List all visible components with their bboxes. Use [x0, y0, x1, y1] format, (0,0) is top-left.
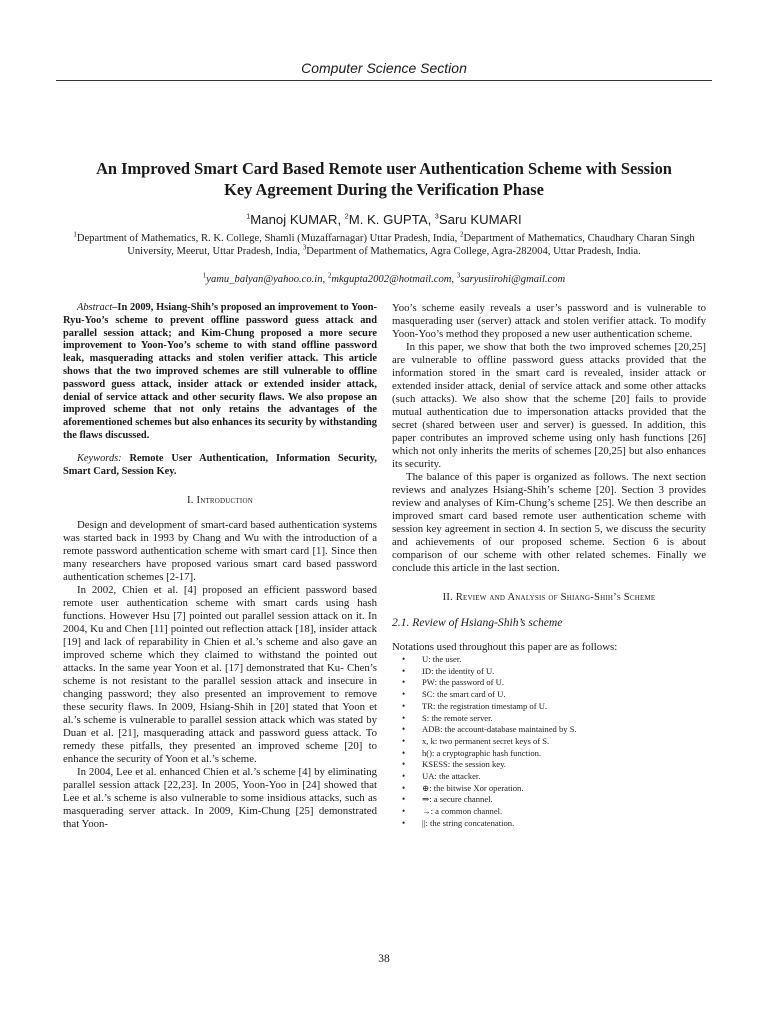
notation-item: • UA: the attacker.: [422, 771, 706, 783]
author-list: [56, 211, 712, 229]
right-paragraph-2: In this paper, we show that both the two improved schemes [20,25] are vulnerable to offline password guess attacks provided that the information stored in the smart card is revealed, insider attack or extended insider attack, denial of service attack and some other attacks (such attacks). We also show that the scheme [20] fails to provide mutual authentication due to impersonation attacks provided that the secret (shared between user and server) is guessed. In addition, this paper contributes an improved scheme using only hash functions [26] which not only inherits the merits of schemes [20,25] but also enhances its security.: [392, 341, 706, 470]
intro-paragraph-1: Design and development of smart-card based authentication systems was started back in 1993 by Chang and Wu with the introduction of a remote password authentication scheme with smart card [1]. Since then many researchers have proposed various smart card based password authentication schemes [2-17].: [63, 519, 377, 584]
notation-item: • SC: the smart card of U.: [422, 689, 706, 701]
running-header: Computer Science Section: [56, 56, 712, 81]
notation-item: • x, k: two permanent secret keys of S.: [422, 736, 706, 748]
affil-3-sup: 3: [302, 243, 307, 252]
paper-title: [56, 158, 712, 200]
affil-3: Department of Mathematics, Agra College, Agra-282004, Uttar Pradesh, India.: [306, 246, 641, 258]
email-1-sup: 1: [202, 271, 207, 280]
author-3: Saru KUMARI: [438, 212, 522, 227]
intro-paragraph-3: In 2004, Lee et al. enhanced Chien et al.’s scheme [4] by eliminating parallel session attack [22,23]. In 2005, Yoon-Yoo in [24] showed that Lee et al.’s scheme is also vulnerable to some insidious attacks, such as masquerading server attack. In 2009, Kim-Chung [25] demonstrated that Yoon-: [63, 766, 377, 831]
page-number: 38: [378, 953, 390, 965]
notation-item: • ⇒: a secure channel.: [422, 794, 706, 806]
abstract-text: –In 2009, Hsiang-Shih’s proposed an improvement to Yoon-Ryu-Yoo’s scheme to prevent offline password guess attack and parallel session attack; and Kim-Chung proposed a more secure improvement to Yoon-Yoo’s scheme to with stand offline password leak, masquerading attacks and stolen verifier attack. This article shows that the two improved schemes are still vulnerable to offline password guess attack, insider attack or extended insider attack, denial of service attack and other security flaws. We also propose an improved scheme that not only retains the advantages of the aforementioned schemes but also enhances its security by withstanding the flaws discussed.: [63, 302, 377, 441]
email-3[interactable]: saryusiirohi@gmail.com: [460, 274, 566, 285]
email-1[interactable]: yamu_balyan@yahoo.co.in,: [206, 274, 328, 285]
section-1-number: I.: [187, 495, 197, 507]
notation-item: • ADB: the account-database maintained by S.: [422, 724, 706, 736]
notation-item: • TR: the registration timestamp of U.: [422, 701, 706, 713]
email-2-sup: 2: [327, 271, 332, 280]
abstract: [63, 302, 377, 443]
affil-2-sup: 2: [459, 230, 464, 239]
right-column: [392, 302, 706, 830]
author-2-sup: 2: [344, 213, 349, 221]
notation-item: • PW: the password of U.: [422, 677, 706, 689]
section-1-heading: [63, 494, 377, 507]
affiliations: [56, 232, 712, 259]
author-emails: [56, 273, 712, 287]
author-2: M. K. GUPTA,: [348, 212, 435, 227]
notation-item: • KSESS: the session key.: [422, 759, 706, 771]
subsection-2-1-heading: 2.1. Review of Hsiang-Shih’s scheme: [392, 616, 563, 629]
author-3-sup: 3: [434, 213, 439, 221]
author-1: Manoj KUMAR,: [250, 212, 345, 227]
right-paragraph-3: The balance of this paper is organized as follows. The next section reviews and analyzes Hsiang-Shih’s scheme [20]. Section 3 provides review and analyses of Kim-Chung’s scheme [25]. We then describe an improved smart card based remote user authentication scheme with session key agreement in section 4. In section 5, we discuss the security and achievements of our proposed scheme. Section 6 is about comparison of our scheme with other related schemes. Finally we conclude this article in the last section.: [392, 471, 706, 574]
author-1-sup: 1: [246, 213, 251, 221]
keywords-label: Keywords:: [77, 452, 122, 464]
title-line-1: An Improved Smart Card Based Remote user Authentication Scheme with Session: [96, 159, 672, 178]
abstract-label: Abstract: [77, 302, 113, 313]
notations-intro: Notations used throughout this paper are as follows:: [392, 641, 618, 653]
affil-2: Department of Mathematics, Chaudhary Charan Singh University, Meerut, Uttar Pradesh, India,: [127, 233, 695, 258]
notation-item: • S: the remote server.: [422, 713, 706, 725]
email-3-sup: 3: [456, 271, 461, 280]
intro-paragraph-2: In 2002, Chien et al. [4] proposed an efficient password based remote user authentication scheme with smart cards using hash functions. However Hsu [7] pointed out parallel session attack on it. In 2004, Ku and Chen [11] pointed out reflection attack [18], insider attack [19] and lack of reparability in Chien et al.’s scheme and also gave an improved scheme which they claimed to withstand the pointed out attacks. In the same year Yoon et al. [17] demonstrated that Ku- Chen’s scheme is not resistant to the parallel session attack and insecure in changing password; they also presented an improvement to remove these security flaws. In 2009, Hsiang-Shih in [20] stated that Yoon et al.’s scheme is vulnerable to parallel session attack which was stated by Duan et al. [21], masquerading attack and password guess attack. To remedy these pitfalls, they presented an improved scheme [20] to enhance the security of Yoon et al.’s scheme.: [63, 584, 377, 766]
keywords-text: Remote User Authentication, Information Security, Smart Card, Session Key.: [63, 452, 377, 477]
notation-item: • ||: the string concatenation.: [422, 818, 706, 830]
section-2-title: Review and Analysis of Shiang-Shih’s Scheme: [455, 592, 656, 603]
section-2-number: II.: [442, 592, 456, 603]
affil-1-sup: 1: [73, 230, 77, 239]
notation-item: • h(): a cryptographic hash function.: [422, 748, 706, 760]
affil-1: Department of Mathematics, R. K. College, Shamli (Muzaffarnagar) Uttar Pradesh, India,: [76, 233, 460, 244]
right-paragraph-1: Yoo’s scheme easily reveals a user’s password and is vulnerable to masquerading user (server) attack and stolen verifier attack. To modify Yoon-Yoo’s method they proposed a new user authentication scheme.: [392, 302, 706, 340]
section-1-title: Introduction: [196, 495, 253, 507]
email-2[interactable]: mkgupta2002@hotmail.com,: [331, 274, 457, 285]
section-2-heading: [392, 591, 706, 604]
title-line-2: Key Agreement During the Verification Phase: [224, 180, 544, 199]
notation-list: [392, 654, 706, 830]
notation-item: • →: a common channel.: [422, 806, 706, 818]
notation-item: • ID: the identity of U.: [422, 666, 706, 678]
keywords: [63, 453, 377, 479]
left-column: [63, 302, 377, 831]
notation-item: • ⊕: the bitwise Xor operation.: [422, 783, 706, 795]
notation-item: • U: the user.: [422, 654, 706, 666]
